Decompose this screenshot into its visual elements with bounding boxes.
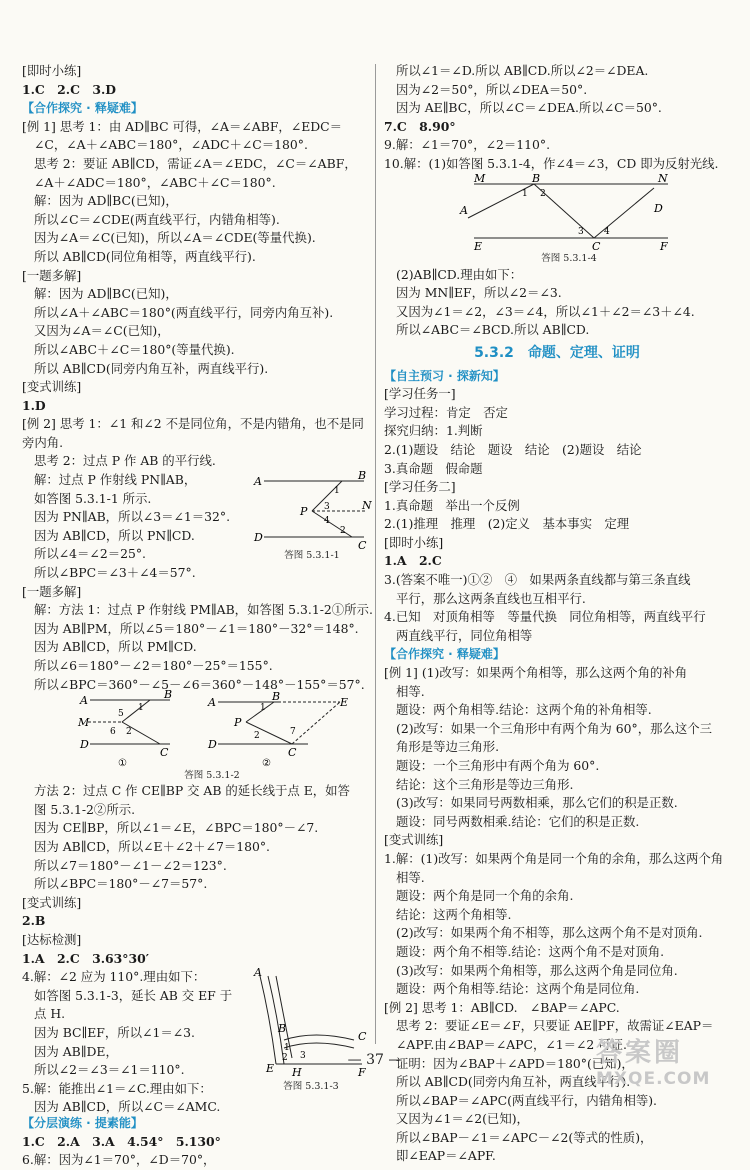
- text-line: 1.解：(1)改写：如果两个角是同一个角的余角，那么这两个角: [384, 850, 724, 866]
- text-line: 题设：两个角相等.结论：这两个角的补角相等.: [396, 702, 652, 718]
- watermark-url: MXQE.COM: [596, 1069, 711, 1089]
- svg-text:D: D: [208, 738, 217, 752]
- text-line: 所以∠BPC＝360°－∠5－∠6＝360°－148°－155°＝57°.: [34, 676, 365, 692]
- svg-text:P: P: [234, 716, 242, 730]
- text-line: 9.解：∠1＝70°，∠2＝110°.: [384, 137, 551, 153]
- text-line: 又因为∠A＝∠C(已知)，: [34, 323, 170, 339]
- text-line: 又因为∠1＝∠2，∠3＝∠4，所以∠1＋∠2＝∠3＋∠4.: [396, 303, 695, 319]
- figure-5-3-1-2: [78, 688, 349, 770]
- svg-text:7: 7: [290, 727, 296, 738]
- text-line: 因为 MN∥EF，所以∠2＝∠3.: [396, 285, 562, 301]
- text-line: 因为 BC∥EF，所以∠1＝∠3.: [34, 1024, 195, 1040]
- text-line: (3)改写：如果两个角相等，那么这两个角是同位角.: [396, 962, 678, 978]
- answer-line: 1.C 2.A 3.A 4.54° 5.130°: [22, 1133, 221, 1149]
- text-line: (2)AB∥CD.理由如下：: [396, 266, 523, 282]
- text-line: 4.解：∠2 应为 110°.理由如下：: [22, 969, 206, 985]
- svg-text:5: 5: [118, 709, 124, 720]
- text-line: 证明：因为∠BAP＋∠APD＝180°(已知)，: [396, 1055, 634, 1071]
- section-label: [变式训练]: [22, 379, 82, 395]
- svg-text:1: 1: [284, 1043, 290, 1054]
- svg-text:E: E: [266, 1062, 275, 1076]
- text-line: ∠A＋∠ADC＝180°，∠ABC＋∠C＝180°.: [34, 174, 276, 190]
- column-divider: [375, 64, 376, 1044]
- text-line: 1.真命题 举出一个反例: [384, 497, 520, 513]
- text-line: (2)改写：如果一个三角形中有两个角为 60°，那么这个三: [396, 720, 713, 736]
- svg-text:1: 1: [522, 188, 528, 199]
- section-heading: 【合作探究 · 释疑难】: [22, 101, 143, 116]
- text-line: [例 2] 思考 1：∠1 和∠2 不是同位角，不是内错角，也不是同: [22, 416, 364, 432]
- svg-text:A: A: [254, 966, 262, 980]
- text-line: 解：因为 AD∥BC(已知)，: [34, 286, 178, 302]
- text-line: 题设：两个角不相等.结论：这两个角不是对顶角.: [396, 943, 665, 959]
- text-line: 即∠EAP＝∠APF.: [396, 1148, 496, 1164]
- svg-text:N: N: [658, 171, 668, 185]
- svg-text:②: ②: [262, 758, 271, 770]
- text-line: 如答图 5.3.1-3，延长 AB 交 EF 于: [34, 987, 233, 1003]
- section-label: [变式训练]: [22, 894, 82, 910]
- text-line: ∠C，∠A＋∠ABC＝180°，∠ADC＋∠C＝180°.: [34, 137, 308, 153]
- text-line: 3.真命题 假命题: [384, 460, 483, 476]
- text-line: 思考 2：过点 P 作 AB 的平行线.: [34, 453, 216, 469]
- svg-text:3: 3: [324, 502, 330, 513]
- text-line: 2.(1)推理 推理 (2)定义 基本事实 定理: [384, 516, 630, 532]
- text-line: 所以∠BPC＝180°－∠7＝57°.: [34, 876, 208, 892]
- answer-line: 1.D: [22, 397, 46, 413]
- text-line: 因为 CE∥BP，所以∠1＝∠E，∠BPC＝180°－∠7.: [34, 820, 319, 836]
- text-line: 解：方法 1：过点 P 作射线 PM∥AB，如答图 5.3.1-2①所示.: [34, 602, 373, 618]
- svg-text:1: 1: [260, 703, 266, 714]
- text-line: 所以 AB∥CD(同位角相等，两直线平行).: [34, 248, 256, 264]
- text-line: 所以∠6＝180°－∠2＝180°－25°＝155°.: [34, 658, 273, 674]
- text-line: ∠APF.由∠BAP＝∠APC，∠1＝∠2 可证.: [396, 1036, 627, 1052]
- section-label: [即时小练]: [22, 63, 82, 78]
- svg-text:2: 2: [282, 1053, 288, 1064]
- figure-block-2: [22, 688, 370, 782]
- svg-text:2: 2: [340, 526, 346, 537]
- text-line: 相等.: [396, 869, 425, 885]
- text-line: 因为 AE∥BC，所以∠C＝∠DEA.所以∠C＝50°.: [396, 100, 662, 116]
- svg-text:4: 4: [604, 226, 610, 237]
- svg-text:C: C: [592, 239, 601, 253]
- figure-caption: 答图 5.3.1-3: [283, 1081, 339, 1093]
- text-line: 因为 AB∥CD，所以∠E＋∠2＋∠7＝180°.: [34, 839, 270, 854]
- text-line: 旁内角.: [22, 434, 64, 450]
- text-line: 思考 2：要证∠E＝∠F，只要证 AE∥PF，故需证∠EAP＝: [396, 1018, 714, 1034]
- svg-text:E: E: [340, 696, 349, 710]
- text-line: 所以∠ABC＋∠C＝180°(等量代换).: [34, 341, 235, 357]
- svg-text:A: A: [80, 694, 88, 708]
- text-line: [例 1] 思考 1：由 AD∥BC 可得，∠A＝∠ABF，∠EDC＝: [22, 118, 343, 134]
- text-line: 两直线平行，同位角相等: [396, 627, 533, 643]
- text-line: [例 2] 思考 1：AB∥CD. ∠BAP＝∠APC.: [384, 999, 620, 1015]
- text-line: 因为 PN∥AB，所以∠3＝∠1＝32°.: [34, 509, 231, 525]
- text-line: 所以∠BPC＝∠3＋∠4＝57°.: [34, 565, 196, 581]
- text-line: [例 1] (1)改写：如果两个角相等，那么这两个角的补角: [384, 665, 688, 681]
- figure-caption: 答图 5.3.1-4: [541, 252, 597, 264]
- section-label: [一题多解]: [22, 267, 82, 283]
- svg-text:D: D: [254, 531, 263, 545]
- svg-text:6: 6: [110, 727, 116, 738]
- watermark-logo: [596, 1032, 746, 1098]
- text-line: 所以∠BAP＝∠APC(两直线平行，内错角相等).: [396, 1092, 657, 1108]
- svg-text:C: C: [358, 539, 367, 553]
- svg-text:C: C: [288, 746, 297, 760]
- svg-text:3: 3: [300, 1051, 306, 1062]
- text-line: 6.解：因为∠1＝70°，∠D＝70°，: [22, 1152, 216, 1168]
- svg-text:B: B: [532, 171, 541, 185]
- text-line: 题设：一个三角形中有两个角为 60°.: [396, 758, 600, 773]
- text-line: 10.解：(1)如答图 5.3.1-4，作∠4＝∠3，CD 即为反射光线.: [384, 155, 719, 171]
- svg-text:4: 4: [324, 516, 330, 527]
- text-line: 因为 AB∥CD，所以 PM∥CD.: [34, 639, 197, 655]
- left-column: [22, 62, 373, 1170]
- svg-text:C: C: [358, 1030, 367, 1044]
- text-line: 又因为∠1＝∠2(已知)，: [396, 1111, 529, 1127]
- text-line: 5.解：能推出∠1＝∠C.理由如下：: [22, 1080, 212, 1096]
- text-line: 解：因为 AD∥BC(已知)，: [34, 193, 178, 209]
- svg-text:H: H: [292, 1066, 302, 1080]
- section-label: [学习任务二]: [384, 479, 456, 495]
- figure-5-3-1-1: [254, 471, 370, 551]
- text-line: 4.已知 对顶角相等 等量代换 同位角相等，两直线平行: [384, 609, 706, 625]
- text-line: 所以∠1＝∠D.所以 AB∥CD.所以∠2＝∠DEA.: [396, 63, 649, 78]
- answer-line: 7.C 8.90°: [384, 118, 456, 134]
- text-line: 题设：两个角相等.结论：这两个角是同位角.: [396, 981, 640, 997]
- text-line: 方法 2：过点 C 作 CE∥BP 交 AB 的延长线于点 E，如答: [34, 783, 350, 799]
- text-line: 解：过点 P 作射线 PN∥AB，: [34, 472, 197, 488]
- section-label: [学习任务一]: [384, 386, 456, 402]
- svg-text:2: 2: [540, 188, 546, 199]
- section-heading: 【合作探究 · 释疑难】: [384, 647, 505, 662]
- text-line: 如答图 5.3.1-1 所示.: [34, 490, 152, 506]
- text-line: 所以∠4＝∠2＝25°.: [34, 546, 146, 562]
- text-line: 因为 AB∥CD，所以∠C＝∠AMC.: [34, 1099, 221, 1115]
- text-line: 所以∠BAP－∠1＝∠APC－∠2(等式的性质)，: [396, 1129, 653, 1145]
- text-line: (3)改写：如果同号两数相乘，那么它们的积是正数.: [396, 795, 678, 811]
- svg-text:F: F: [358, 1066, 366, 1080]
- text-line: 题设：两个角是同一个角的余角.: [396, 888, 574, 904]
- figure-caption: 答图 5.3.1-2: [184, 770, 240, 782]
- figure-5-3-1-4: [454, 171, 684, 253]
- text-line: (2)改写：如果两个角不相等，那么这两个角不是对顶角.: [396, 925, 703, 941]
- figure-block-4: [384, 171, 730, 266]
- svg-text:F: F: [660, 239, 668, 253]
- text-line: 所以 AB∥CD(同旁内角互补，两直线平行).: [34, 360, 269, 376]
- text-line: 因为∠A＝∠C(已知)，所以∠A＝∠CDE(等量代换).: [34, 230, 316, 246]
- svg-text:2: 2: [126, 727, 132, 738]
- svg-text:D: D: [80, 738, 89, 752]
- svg-text:①: ①: [118, 758, 127, 770]
- svg-text:1: 1: [138, 703, 144, 714]
- section-label: [达标检测]: [22, 931, 82, 947]
- svg-text:P: P: [300, 505, 308, 519]
- text-line: 因为 AB∥DE，: [34, 1043, 118, 1059]
- figure-block-3: [22, 968, 370, 1118]
- section-heading: 【分层演练 · 提素能】: [22, 1116, 143, 1131]
- text-line: 学习过程：肯定 否定: [384, 404, 508, 420]
- svg-text:M: M: [474, 171, 486, 185]
- text-line: 因为 AB∥CD，所以 PN∥CD.: [34, 527, 195, 543]
- svg-text:A: A: [460, 203, 468, 217]
- section-label: [一题多解]: [22, 583, 82, 599]
- text-line: 3.(答案不唯一)①② ④ 如果两条直线都与第三条直线: [384, 572, 691, 588]
- svg-text:1: 1: [334, 486, 340, 497]
- text-line: 所以∠7＝180°－∠1－∠2＝123°.: [34, 857, 227, 873]
- section-heading: 【自主预习 · 探新知】: [384, 368, 505, 383]
- section-label: [即时小练]: [384, 534, 444, 550]
- svg-text:M: M: [78, 716, 90, 730]
- text-line: 探究归纳：1.判断: [384, 423, 483, 439]
- answer-line: 1.C 2.C 3.D: [22, 81, 117, 97]
- answer-line: 1.A 2.C: [384, 553, 442, 569]
- section-label: [变式训练]: [384, 832, 444, 848]
- text-line: 相等.: [396, 683, 425, 699]
- text-line: 所以 AB∥CD(同旁内角互补，两直线平行).: [396, 1074, 631, 1090]
- page-number: — 37 —: [347, 1052, 403, 1068]
- watermark-text: 答案圈: [596, 1038, 684, 1068]
- svg-text:N: N: [362, 499, 372, 513]
- text-line: 所以∠ABC＝∠BCD.所以 AB∥CD.: [396, 322, 590, 338]
- section-title: 5.3.2 命题、定理、证明: [474, 344, 640, 361]
- text-line: 所以∠A＋∠ABC＝180°(两直线平行，同旁内角互补).: [34, 304, 334, 320]
- figure-block-1: [22, 471, 370, 564]
- svg-text:B: B: [164, 688, 173, 702]
- text-line: 所以∠C＝∠CDE(两直线平行，内错角相等).: [34, 211, 280, 227]
- svg-text:2: 2: [254, 731, 260, 742]
- text-line: 平行，那么这两条直线也互相平行.: [396, 590, 586, 606]
- text-line: 因为∠2＝50°，所以∠DEA＝50°.: [396, 81, 588, 97]
- text-line: 点 H.: [34, 1006, 66, 1022]
- svg-text:C: C: [160, 746, 169, 760]
- svg-text:3: 3: [578, 226, 584, 237]
- text-line: 图 5.3.1-2②所示.: [34, 801, 136, 817]
- figure-caption: 答图 5.3.1-1: [284, 550, 340, 562]
- svg-text:B: B: [272, 690, 281, 704]
- text-line: 2.(1)题设 结论 题设 结论 (2)题设 结论: [384, 441, 642, 457]
- text-line: 题设：同号两数相乘.结论：它们的积是正数.: [396, 813, 640, 829]
- svg-text:D: D: [654, 201, 663, 215]
- text-line: 结论：这两个角相等.: [396, 906, 512, 922]
- answer-line: 1.A 2.C 3.63°30′: [22, 950, 150, 966]
- svg-text:E: E: [474, 239, 483, 253]
- text-line: 角形是等边三角形.: [396, 739, 500, 755]
- text-line: 结论：这个三角形是等边三角形.: [396, 776, 574, 792]
- text-line: 思考 2：要证 AB∥CD，需证∠A＝∠EDC，∠C＝∠ABF，: [34, 155, 357, 171]
- svg-text:B: B: [278, 1022, 287, 1036]
- svg-text:A: A: [254, 475, 262, 489]
- svg-text:A: A: [208, 696, 216, 710]
- right-column: [384, 62, 730, 1166]
- answer-line: 2.B: [22, 913, 46, 929]
- text-line: 因为 AB∥PM，所以∠5＝180°－∠1＝180°－32°＝148°.: [34, 620, 359, 636]
- svg-text:B: B: [358, 469, 367, 483]
- text-line: 所以∠2＝∠3＝∠1＝110°.: [34, 1062, 185, 1078]
